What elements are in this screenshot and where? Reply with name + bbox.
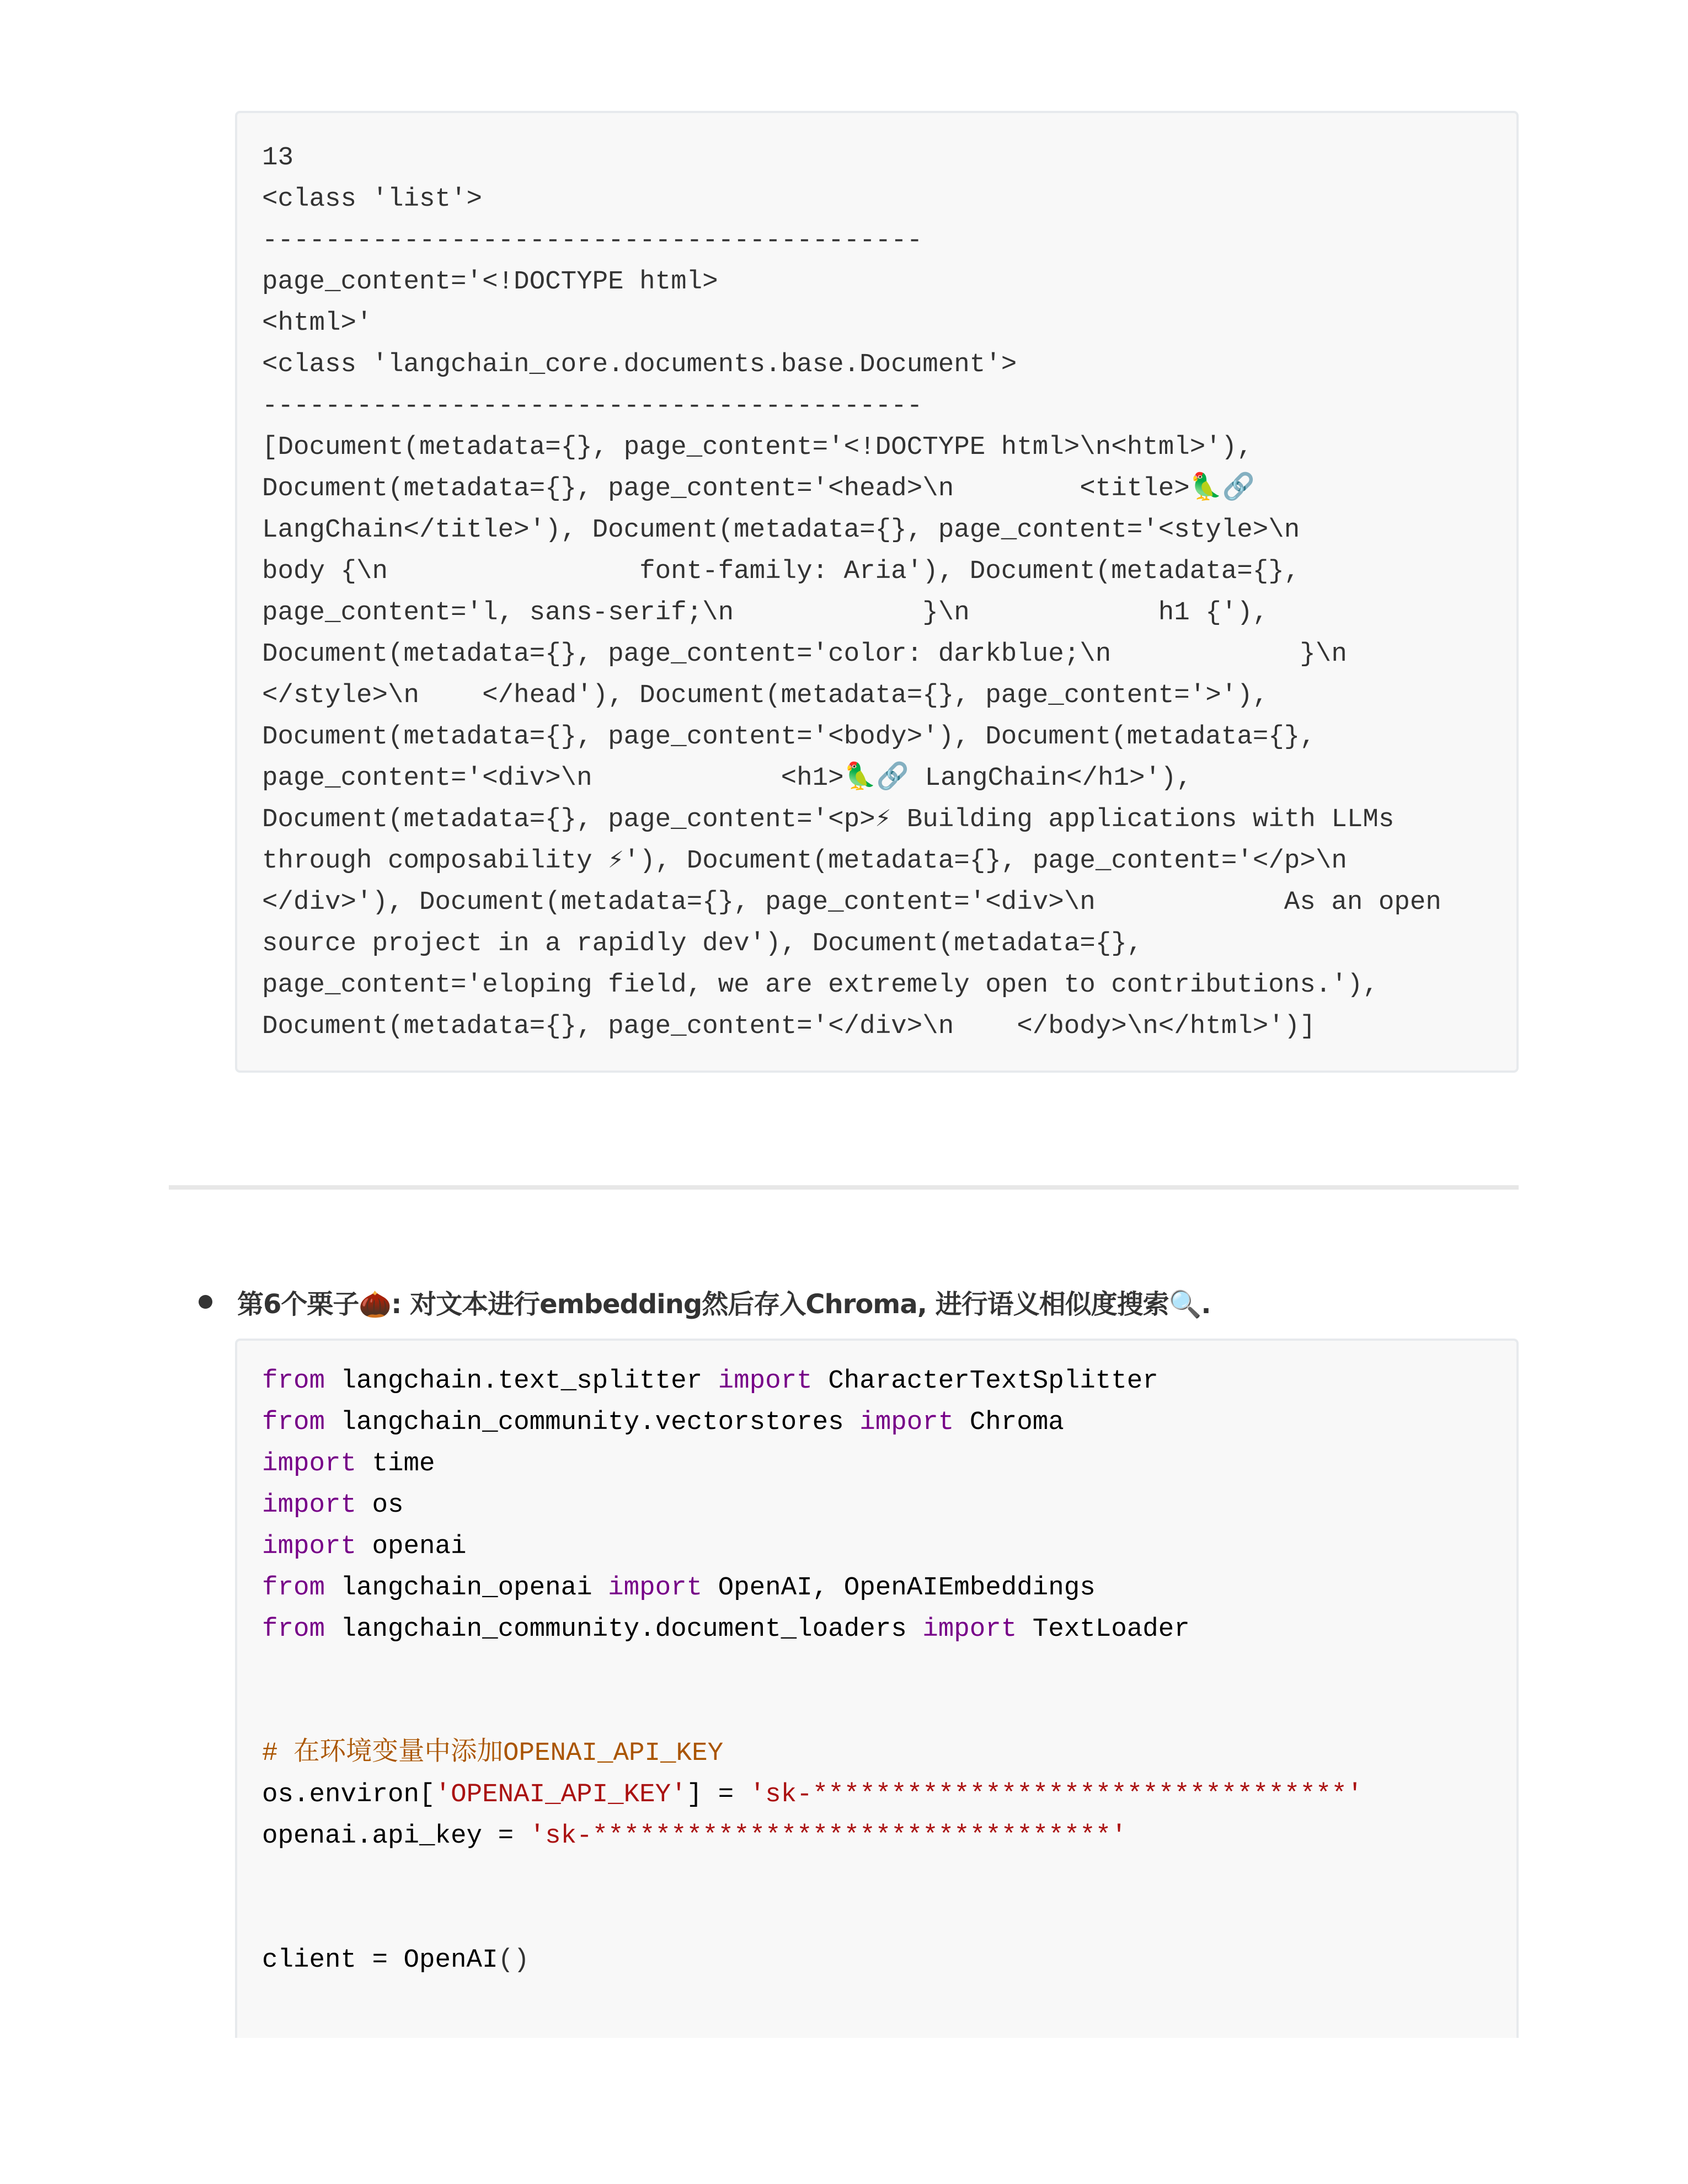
- code-string: 'sk-**********************************': [749, 1780, 1363, 1810]
- code-token: os.environ[: [262, 1780, 435, 1810]
- output-line: LangChain</title>'), Document(metadata={}, page_content='<style>\n: [262, 515, 1300, 545]
- python-code-block: [235, 1339, 1519, 2038]
- output-line: </div>'), Document(metadata={}, page_content='<div>\n As an open: [262, 887, 1441, 917]
- code-token: langchain_community.vectorstores: [325, 1407, 860, 1437]
- output-line: 13: [262, 143, 294, 173]
- output-text: [262, 137, 1492, 1047]
- output-line: Document(metadata={}, page_content='<p>⚡ Building applications with LLMs: [262, 805, 1395, 834]
- code-token: Chroma: [954, 1407, 1064, 1437]
- output-line: ------------------------------------------: [262, 226, 923, 255]
- code-token: ] =: [686, 1780, 750, 1810]
- output-line: Document(metadata={}, page_content='<head>\n <title>🦜🔗: [262, 474, 1256, 504]
- list-item-example-6: [188, 1280, 1211, 1324]
- output-line: page_content='<div>\n <h1>🦜🔗 LangChain</h1>'),: [262, 763, 1193, 793]
- code-token: client = OpenAI: [262, 1945, 498, 1975]
- code-keyword: from: [262, 1407, 325, 1437]
- output-line: [Document(metadata={}, page_content='<!DOCTYPE html>\n<html>'),: [262, 432, 1253, 462]
- output-line: <class 'langchain_core.documents.base.Document'>: [262, 350, 1017, 379]
- code-keyword: import: [262, 1490, 357, 1520]
- code-line: [262, 1738, 723, 1768]
- code-keyword: import: [859, 1407, 954, 1437]
- code-token: langchain_community.document_loaders: [325, 1614, 923, 1644]
- code-line: [262, 1821, 1127, 1851]
- code-text: [262, 1361, 1492, 1981]
- output-line: Document(metadata={}, page_content='</div>\n </body>\n</html>')]: [262, 1011, 1316, 1041]
- code-keyword: from: [262, 1573, 325, 1603]
- output-line: source project in a rapidly dev'), Document(metadata={},: [262, 929, 1143, 959]
- output-line: <html>': [262, 308, 372, 338]
- code-token: CharacterTextSplitter: [812, 1366, 1158, 1396]
- horizontal-divider: [169, 1185, 1519, 1190]
- output-line: Document(metadata={}, page_content='color: darkblue;\n }\n: [262, 639, 1347, 669]
- output-line: Document(metadata={}, page_content='<body>'), Document(metadata={},: [262, 722, 1316, 752]
- code-string: 'OPENAI_API_KEY': [435, 1780, 687, 1810]
- code-keyword: import: [262, 1532, 357, 1561]
- section-heading: 第6个栗子🌰: 对文本进行embedding然后存入Chroma, 进行语义相似度搜索🔍.: [237, 1288, 1211, 1320]
- output-line: through composability ⚡'), Document(metadata={}, page_content='</p>\n: [262, 846, 1347, 876]
- code-token: openai: [356, 1532, 467, 1561]
- code-keyword: import: [262, 1449, 357, 1479]
- code-keyword: import: [608, 1573, 703, 1603]
- output-line: page_content='<!DOCTYPE html>: [262, 267, 718, 297]
- code-comment: # 在环境变量中添加OPENAI_API_KEY: [262, 1738, 724, 1768]
- output-line: </style>\n </head'), Document(metadata={}, page_content='>'),: [262, 681, 1269, 710]
- code-keyword: import: [718, 1366, 813, 1396]
- code-line: [262, 1490, 404, 1520]
- code-token: time: [356, 1449, 435, 1479]
- code-line: [262, 1532, 467, 1561]
- output-line: ------------------------------------------: [262, 391, 923, 421]
- code-token: langchain.text_splitter: [325, 1366, 718, 1396]
- code-line: [262, 1573, 1096, 1603]
- code-keyword: import: [922, 1614, 1017, 1644]
- output-code-block: [235, 111, 1519, 1073]
- code-string: 'sk-*********************************': [529, 1821, 1127, 1851]
- code-line: [262, 1614, 1190, 1644]
- code-keyword: from: [262, 1366, 325, 1396]
- code-token: TextLoader: [1017, 1614, 1190, 1644]
- bullet-icon: [199, 1295, 212, 1309]
- code-token: openai.api_key =: [262, 1821, 530, 1851]
- code-line: [262, 1945, 530, 1975]
- code-line: [262, 1407, 1064, 1437]
- code-line: [262, 1366, 1158, 1396]
- output-line: body {\n font-family: Aria'), Document(metadata={},: [262, 556, 1300, 586]
- code-token: os: [356, 1490, 404, 1520]
- code-line: [262, 1780, 1363, 1810]
- code-keyword: from: [262, 1614, 325, 1644]
- output-line: page_content='eloping field, we are extremely open to contributions.'),: [262, 970, 1379, 1000]
- code-token: langchain_openai: [325, 1573, 608, 1603]
- output-line: page_content='l, sans-serif;\n }\n h1 {'),: [262, 598, 1269, 628]
- code-token: (): [498, 1945, 530, 1975]
- code-line: [262, 1449, 435, 1479]
- code-token: OpenAI, OpenAIEmbeddings: [702, 1573, 1096, 1603]
- output-line: <class 'list'>: [262, 184, 483, 214]
